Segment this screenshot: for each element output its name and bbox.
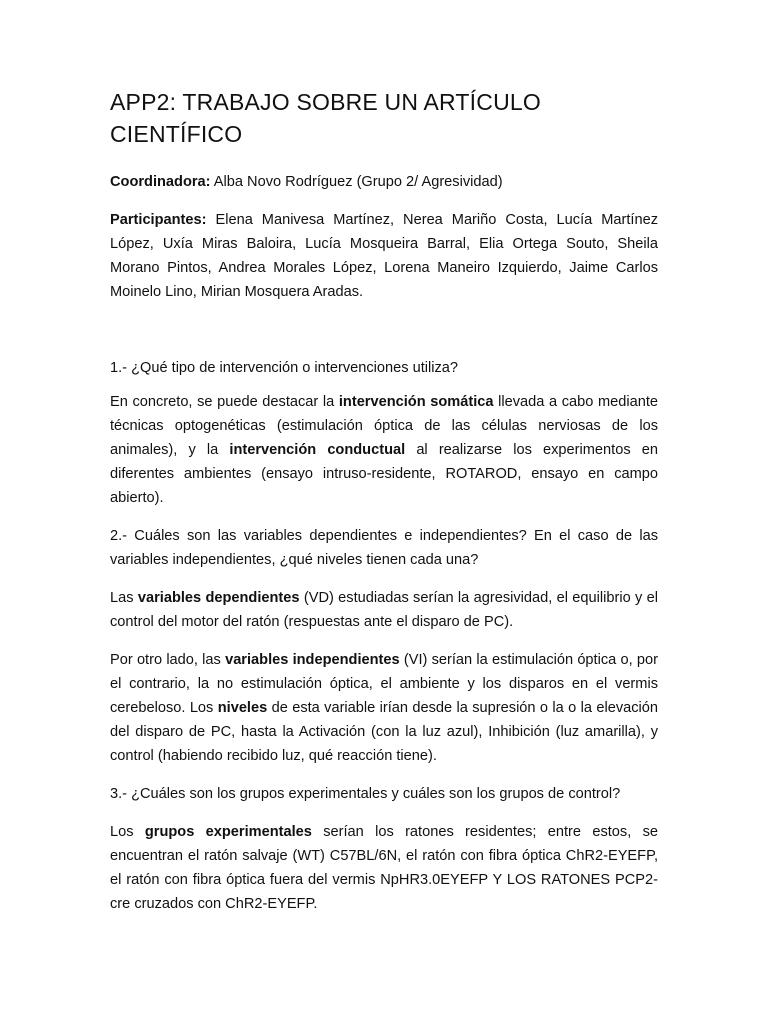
answer-2-text: (VI) serían la estimulación óptica o, por el contrario, la no estimulación óptica, el ambiente y los disparos en el vermis cerebeloso. Los <box>110 652 658 716</box>
coordinator-label: Coordinadora <box>110 174 206 190</box>
answer-2-text: (VD) estudiadas serían la agresividad, el equilibrio y el control del motor del ratón (respuestas ante el disparo de PC). <box>110 590 658 630</box>
participants-value: Elena Manivesa Martínez, Nerea Mariño Costa, Lucía Martínez López, Uxía Miras Baloira, Lucía Mosqueira Barral, Elia Ortega Souto, Sheila Morano Pintos, Andrea Morales López, Lorena Maneiro Izquierdo, Jaime Carlos Moinelo Lino, Mirian Mosquera Aradas. <box>110 212 658 300</box>
answer-1-text: llevada a cabo mediante técnicas optogenéticas (estimulación óptica de las células nerviosas de los animales), y la <box>110 394 658 458</box>
answer-3-bold-experimentales: grupos experimentales <box>144 824 312 840</box>
answer-2-independent <box>110 648 658 768</box>
question-3: 3.- ¿Cuáles son los grupos experimentales y cuáles son los grupos de control? <box>110 786 621 802</box>
answer-1-bold-conductual: intervención conductual <box>229 442 406 458</box>
document-title: APP2: TRABAJO SOBRE UN ARTÍCULO CIENTÍFICO <box>110 89 541 147</box>
coordinator-value: Alba Novo Rodríguez (Grupo 2/ Agresividad) <box>210 174 503 190</box>
answer-3 <box>110 820 658 916</box>
answer-3-text: serían los ratones residentes; entre estos, se encuentran el ratón salvaje (WT) C57BL/6N, el ratón con fibra óptica ChR2-EYEFP, el ratón con fibra óptica fuera del vermis NpHR3.0EYEFP Y LOS RATONES PCP2-cre cruzados con ChR2-EYEFP. <box>110 824 659 912</box>
document-page <box>110 86 658 930</box>
answer-2-text: de esta variable irían desde la supresión o la o la elevación del disparo de PC, hasta la Activación (con la luz azul), Inhibición (luz amarilla), y control (habiendo recibido luz, qué reacción tiene). <box>110 700 659 764</box>
answer-1 <box>110 390 658 510</box>
participants-label: Participantes: <box>110 212 207 228</box>
question-1: 1.- ¿Qué tipo de intervención o intervenciones utiliza? <box>110 360 459 376</box>
answer-2-text: Las <box>110 590 138 606</box>
answer-1-text: En concreto, se puede destacar la <box>110 394 339 410</box>
answer-1-bold-somatica: intervención somática <box>338 394 494 410</box>
participants-paragraph <box>110 208 658 304</box>
answer-2-dependent <box>110 586 658 634</box>
answer-2-bold-niveles: niveles <box>217 700 268 716</box>
answer-3-text: Los <box>110 824 145 840</box>
question-2: 2.- Cuáles son las variables dependientes e independientes? En el caso de las variables independientes, ¿qué niveles tienen cada una? <box>110 528 658 568</box>
coordinator-colon: : <box>205 174 211 190</box>
answer-2-bold-independientes: variables independientes <box>225 652 400 668</box>
answer-1-text: al realizarse los experimentos en diferentes ambientes (ensayo intruso-residente, ROTAROD, ensayo en campo abierto). <box>110 442 659 506</box>
answer-2-text: Por otro lado, las <box>110 652 226 668</box>
answer-2-bold-dependientes: variables dependientes <box>137 590 300 606</box>
coordinator-line <box>110 170 658 194</box>
